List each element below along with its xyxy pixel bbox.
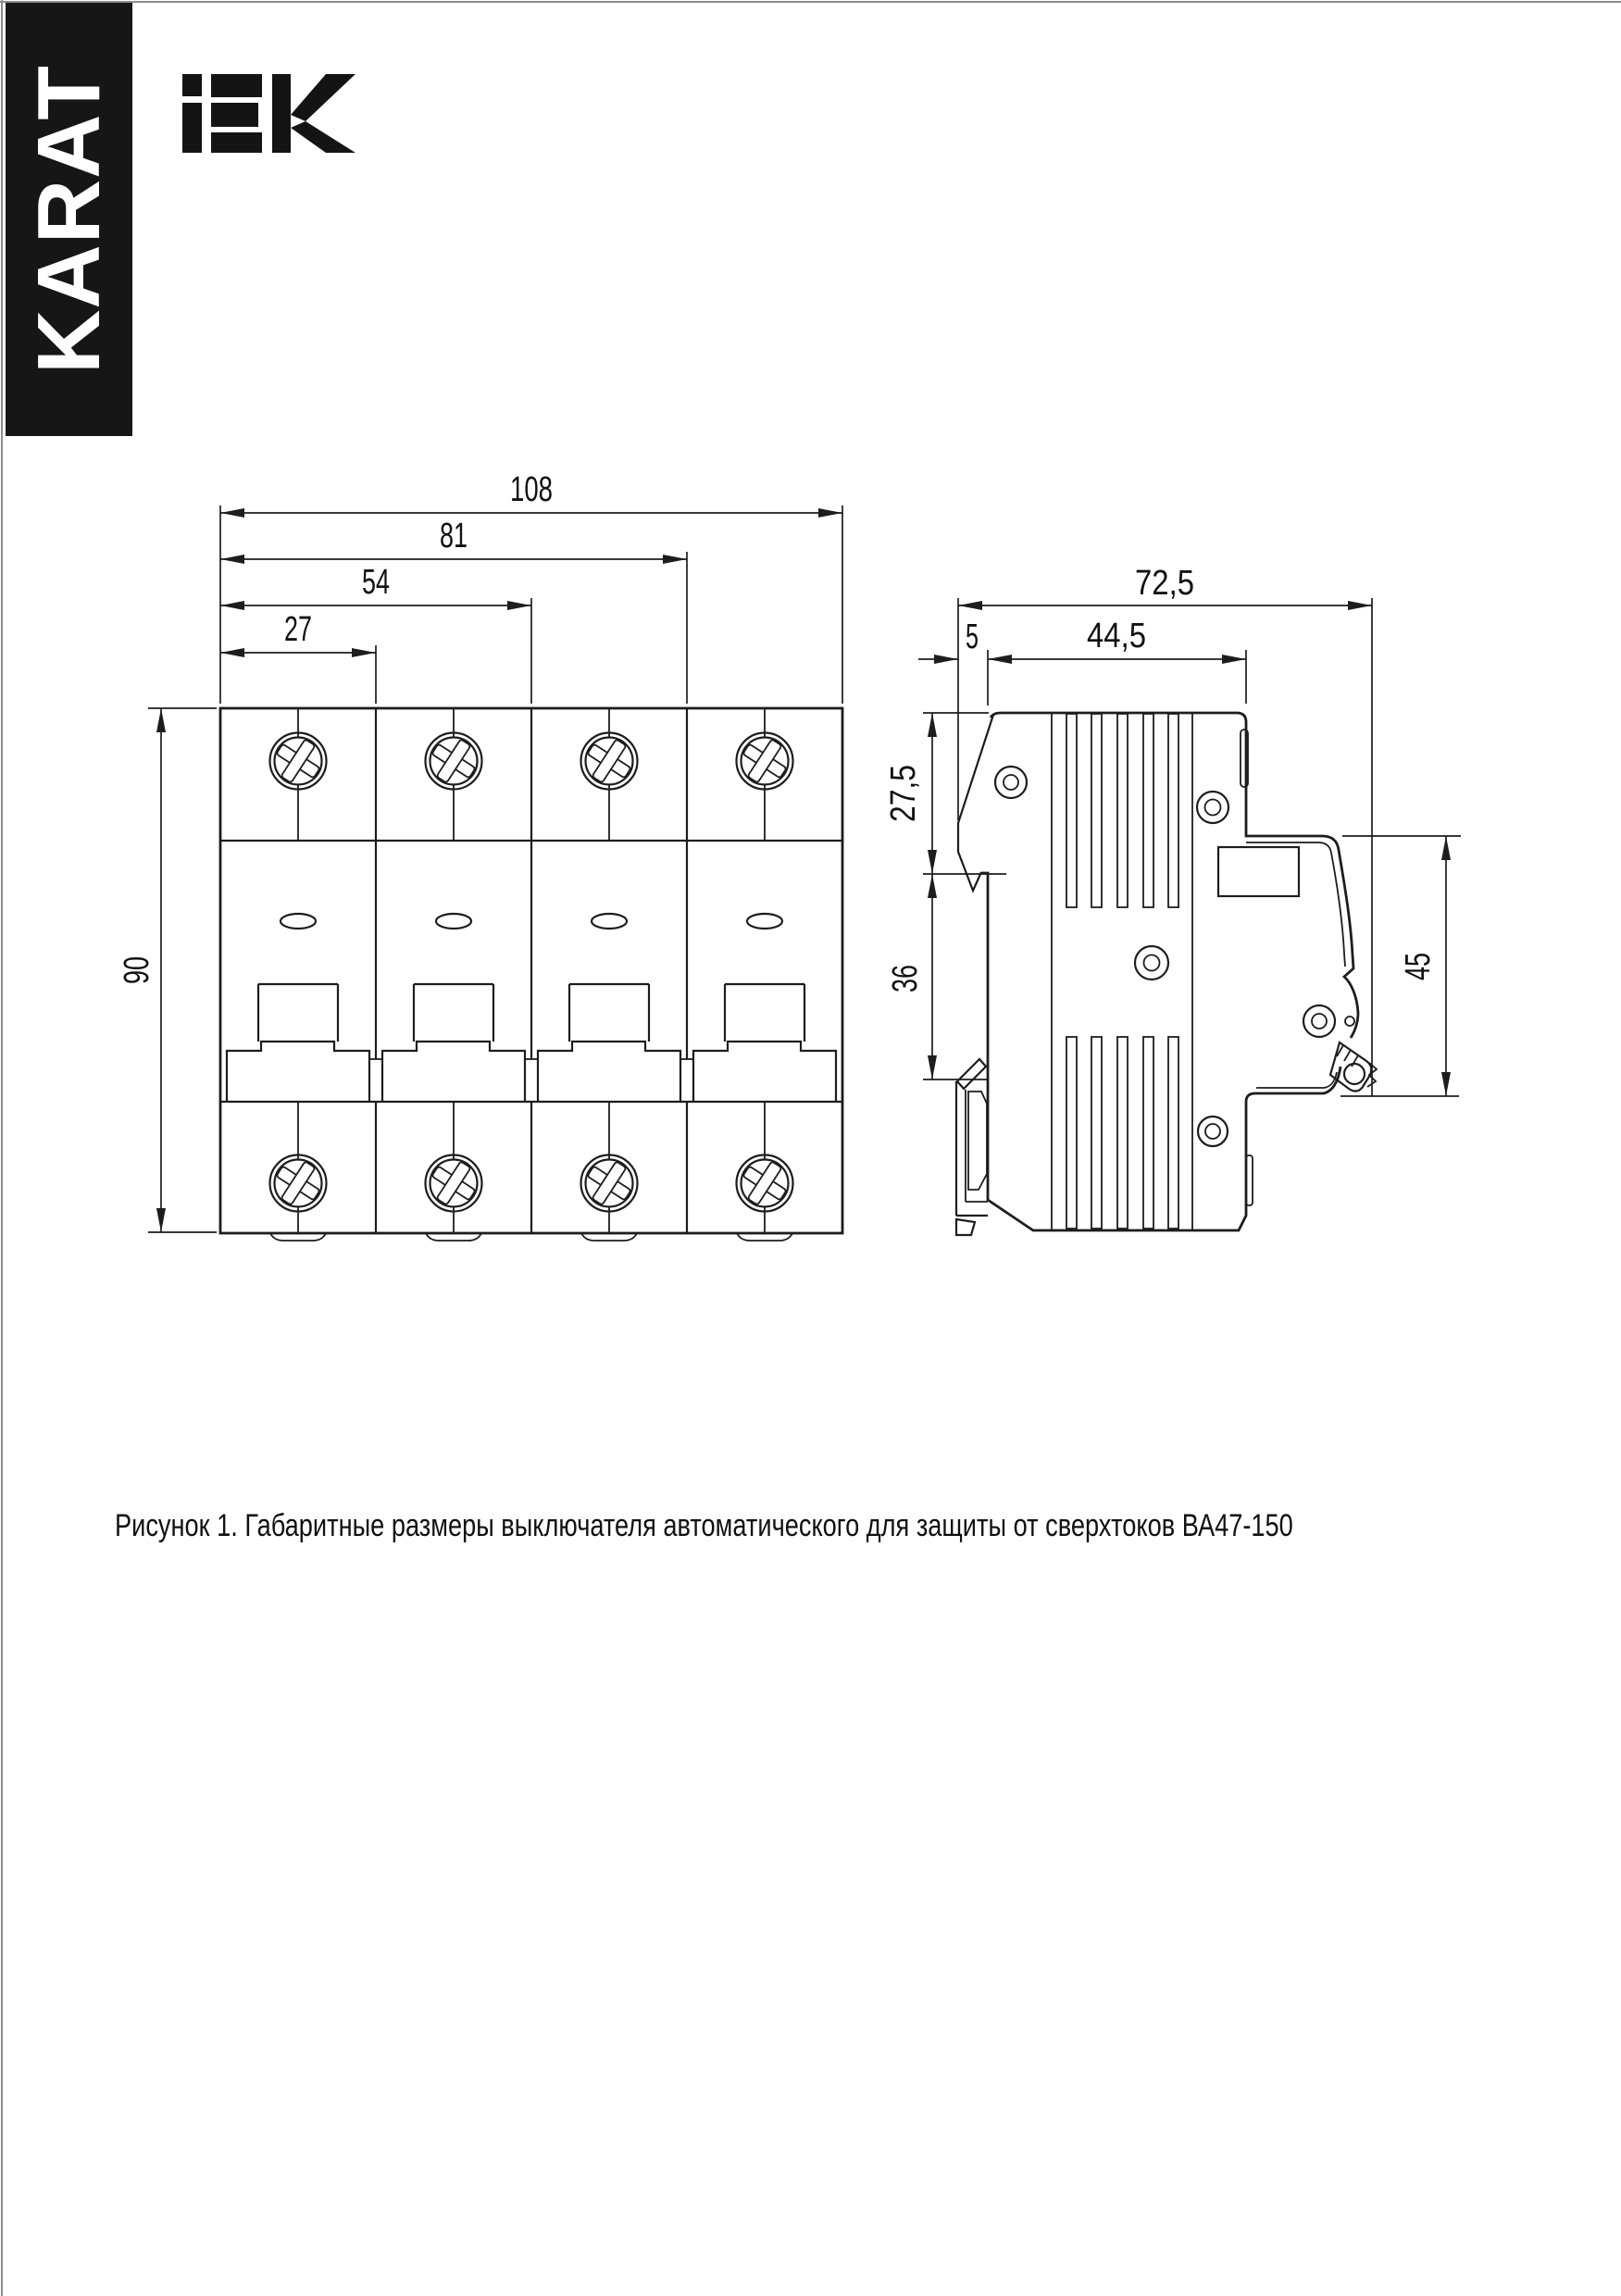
pole-3 — [538, 708, 680, 1241]
dim-label-width-2p: 54 — [362, 563, 390, 602]
dim-arrow — [220, 508, 244, 518]
dim-arrow — [1348, 601, 1372, 610]
dim-arrow — [928, 850, 937, 874]
vent-slots-lower — [1066, 1037, 1178, 1229]
logo-e-mid — [211, 103, 258, 127]
din-rail-clip — [956, 1059, 988, 1235]
side-view — [884, 564, 1461, 1235]
brand-banner-text: KARAT — [19, 65, 118, 374]
dim-arrow — [988, 655, 1012, 664]
toggle-base-plate — [538, 1042, 680, 1102]
front-slot-window — [592, 914, 627, 929]
dim-arrow — [934, 655, 958, 664]
dim-label-front-height: 45 — [1399, 941, 1438, 980]
handle-screw — [1303, 1005, 1335, 1037]
iek-logo-icon — [182, 74, 355, 153]
vent-slot — [1066, 714, 1077, 907]
vent-slot — [1091, 714, 1102, 907]
dim-arrow — [928, 874, 937, 898]
vent-slot — [1117, 714, 1128, 907]
clip-channel — [968, 1092, 987, 1190]
toggle-base-plate — [693, 1042, 836, 1102]
ledge-inner-line — [1256, 1072, 1337, 1088]
logo-k-upper-arm — [291, 74, 355, 121]
dim-arrow — [220, 555, 244, 564]
vent-slot — [1168, 1037, 1178, 1229]
latch-hole — [1344, 1064, 1365, 1084]
dim-arrow — [220, 648, 244, 657]
dim-arrow — [928, 1055, 937, 1079]
pole-1 — [227, 708, 369, 1241]
terminal-cover-slant — [958, 715, 993, 891]
dim-arrow — [928, 713, 937, 737]
rail-top-flange — [957, 1059, 986, 1089]
pole-dividers — [369, 708, 693, 1233]
dim-arrow — [818, 508, 842, 518]
din-release-latch — [1330, 1042, 1377, 1092]
dim-arrow — [958, 601, 982, 610]
logo-e-bottom — [211, 132, 262, 153]
nose-inner-line — [1246, 842, 1345, 967]
side-bottom-outline — [981, 873, 1340, 1230]
dim-arrow — [1441, 1072, 1451, 1096]
logo-e-top — [211, 74, 262, 97]
label-window — [1218, 847, 1299, 896]
front-slot-window — [281, 914, 316, 929]
dim-arrow — [156, 708, 166, 732]
dim-label-width-total: 108 — [510, 470, 553, 509]
dim-label-width-1p: 27 — [284, 610, 312, 649]
rivet-inner — [1205, 800, 1221, 816]
dim-label-height: 90 — [118, 944, 156, 984]
dim-arrow — [507, 601, 531, 610]
side-view-dimensions — [884, 564, 1461, 1096]
dim-arrow — [663, 555, 687, 564]
dim-label-mid-section: 36 — [886, 953, 925, 992]
logo-i-bar — [182, 103, 202, 153]
pole-parts — [227, 708, 369, 1241]
vent-slots-upper — [1066, 714, 1178, 907]
dim-label-body-depth: 44,5 — [1087, 617, 1146, 655]
pole-parts — [538, 708, 680, 1241]
latch-serration — [1344, 1050, 1351, 1061]
vent-slot — [1168, 714, 1178, 907]
logo-i-dot — [182, 74, 202, 96]
vent-slot — [1091, 1037, 1102, 1229]
toggle-base-plate — [382, 1042, 525, 1102]
rail-bottom-flange — [956, 1219, 975, 1235]
handle-screw-inner — [1312, 1014, 1327, 1029]
vent-slot — [1066, 1037, 1077, 1229]
front-slot-window — [436, 914, 471, 929]
pole-parts — [693, 708, 836, 1241]
dim-arrow — [156, 1208, 166, 1232]
dim-label-upper-section: 27,5 — [884, 754, 923, 822]
figure-caption: Рисунок 1. Габаритные размеры выключателя автоматического для защиты от сверхтоков ВА47-150 — [115, 1508, 1293, 1543]
dim-label-depth-total: 72,5 — [1135, 564, 1194, 603]
front-slot-window — [747, 914, 782, 929]
dim-arrow — [1222, 655, 1246, 664]
pin — [1345, 1017, 1354, 1026]
front-view — [118, 470, 842, 1241]
rivet — [1197, 792, 1228, 823]
vent-slot — [1143, 1037, 1153, 1229]
rivet — [1135, 946, 1168, 980]
side-body-outline — [991, 713, 1358, 1038]
rivet — [1198, 1117, 1228, 1146]
logo-k-bar — [272, 74, 291, 153]
rivet-inner — [1144, 955, 1160, 971]
logo-k-lower-arm — [291, 121, 355, 153]
front-view-dimensions — [118, 470, 842, 1232]
dim-arrow — [352, 648, 376, 657]
dim-arrow — [1441, 836, 1451, 860]
dim-label-width-3p: 81 — [440, 517, 468, 555]
pole-4 — [693, 708, 836, 1241]
rivet-inner — [1205, 1124, 1220, 1139]
pole-2 — [382, 708, 525, 1241]
rivet — [995, 767, 1027, 798]
vent-slot — [1117, 1037, 1128, 1229]
dim-label-clip-depth: 5 — [966, 618, 979, 656]
toggle-base-plate — [227, 1042, 369, 1102]
dim-arrow — [220, 601, 244, 610]
rivet-inner — [1004, 775, 1018, 790]
side-rivets — [995, 767, 1354, 1146]
vent-slot — [1143, 714, 1153, 907]
pole-parts — [382, 708, 525, 1241]
